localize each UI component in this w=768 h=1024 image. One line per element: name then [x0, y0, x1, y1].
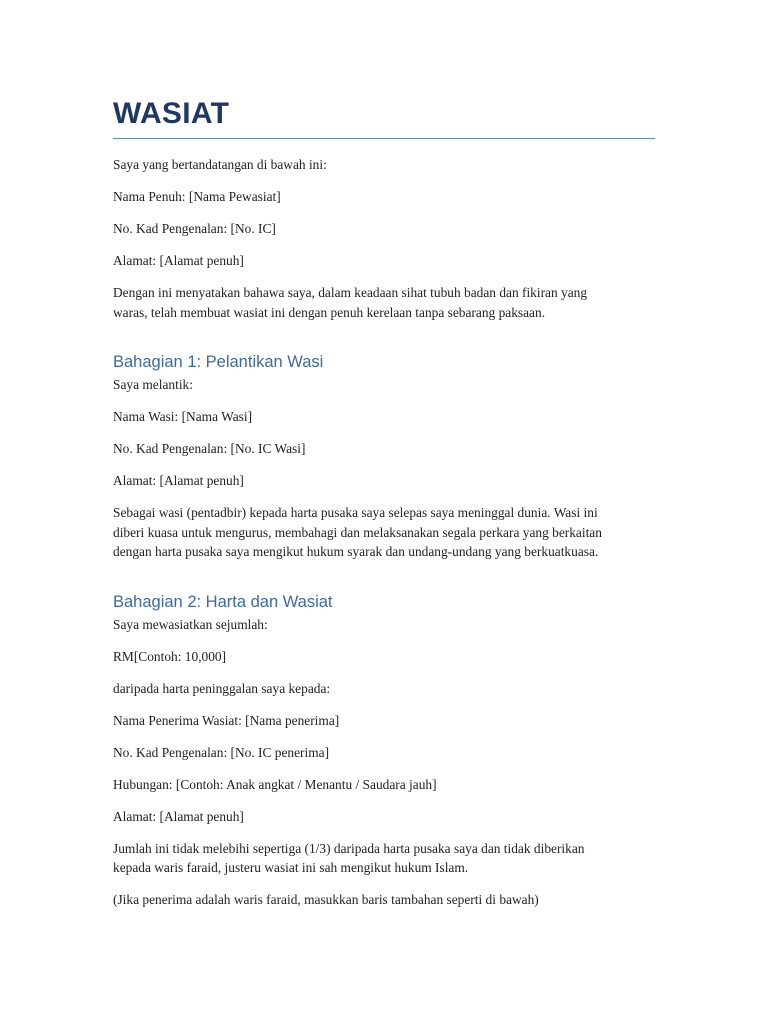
intro-declaration-line-1: Dengan ini menyatakan bahawa saya, dalam keadaan sihat tubuh badan dan fikiran yang [113, 285, 588, 300]
section-2-amount: RM[Contoh: 10,000] [113, 648, 227, 664]
section-2-faraid-note: (Jika penerima adalah waris faraid, masukkan baris tambahan seperti di bawah) [113, 892, 539, 907]
section-1-powers-line-1: Sebagai wasi (pentadbir) kepada harta pusaka saya selepas saya meninggal dunia. Wasi ini [113, 505, 598, 520]
section-1-powers-line-2: diberi kuasa untuk mengurus, membahagi dan melaksanakan segala perkara yang berkaitan [113, 524, 602, 540]
section-2-limit-line-1: Jumlah ini tidak melebihi sepertiga (1/3) daripada harta pusaka saya dan tidak diberikan [113, 840, 585, 856]
intro-declaration-line-2: waras, telah membuat wasiat ini dengan penuh kerelaan tanpa sebarang paksaan. [113, 304, 546, 320]
section-1-heading: Bahagian 1: Pelantikan Wasi [113, 353, 324, 371]
section-2-limit-line-2: kepada waris faraid, justeru wasiat ini sah mengikut hukum Islam. [113, 860, 469, 875]
intro-opening: Saya yang bertandatangan di bawah ini: [113, 157, 327, 172]
intro-full-name: Nama Penuh: [Nama Pewasiat] [113, 189, 281, 204]
section-2-bequest: Saya mewasiatkan sejumlah: [113, 616, 268, 632]
section-2-beneficiary-ic: No. Kad Pengenalan: [No. IC penerima] [113, 744, 330, 760]
section-2-heading: Bahagian 2: Harta dan Wasiat [113, 592, 333, 611]
section-1-executor-name: Nama Wasi: [Nama Wasi] [113, 409, 253, 424]
document-title: WASIAT [113, 96, 655, 139]
intro-address: Alamat: [Alamat penuh] [113, 253, 244, 268]
section-2-beneficiary-name: Nama Penerima Wasiat: [Nama penerima] [113, 712, 340, 728]
intro-declaration [113, 283, 655, 322]
document-body [113, 96, 655, 910]
section-1-powers-line-3: dengan harta pusaka saya mengikut hukum syarak dan undang-undang yang berkuatkuasa. [113, 544, 599, 559]
section-1-executor-powers [113, 503, 655, 562]
section-2-limit-note [113, 839, 655, 878]
section-1-executor-ic: No. Kad Pengenalan: [No. IC Wasi] [113, 441, 306, 456]
section-1-appoint: Saya melantik: [113, 377, 193, 392]
section-2-from-estate: daripada harta peninggalan saya kepada: [113, 680, 331, 696]
section-2-beneficiary-address: Alamat: [Alamat penuh] [113, 808, 244, 824]
intro-ic-number: No. Kad Pengenalan: [No. IC] [113, 221, 276, 236]
section-2-relationship: Hubungan: [Contoh: Anak angkat / Menantu / Saudara jauh] [113, 776, 437, 792]
section-1-executor-address: Alamat: [Alamat penuh] [113, 473, 244, 488]
